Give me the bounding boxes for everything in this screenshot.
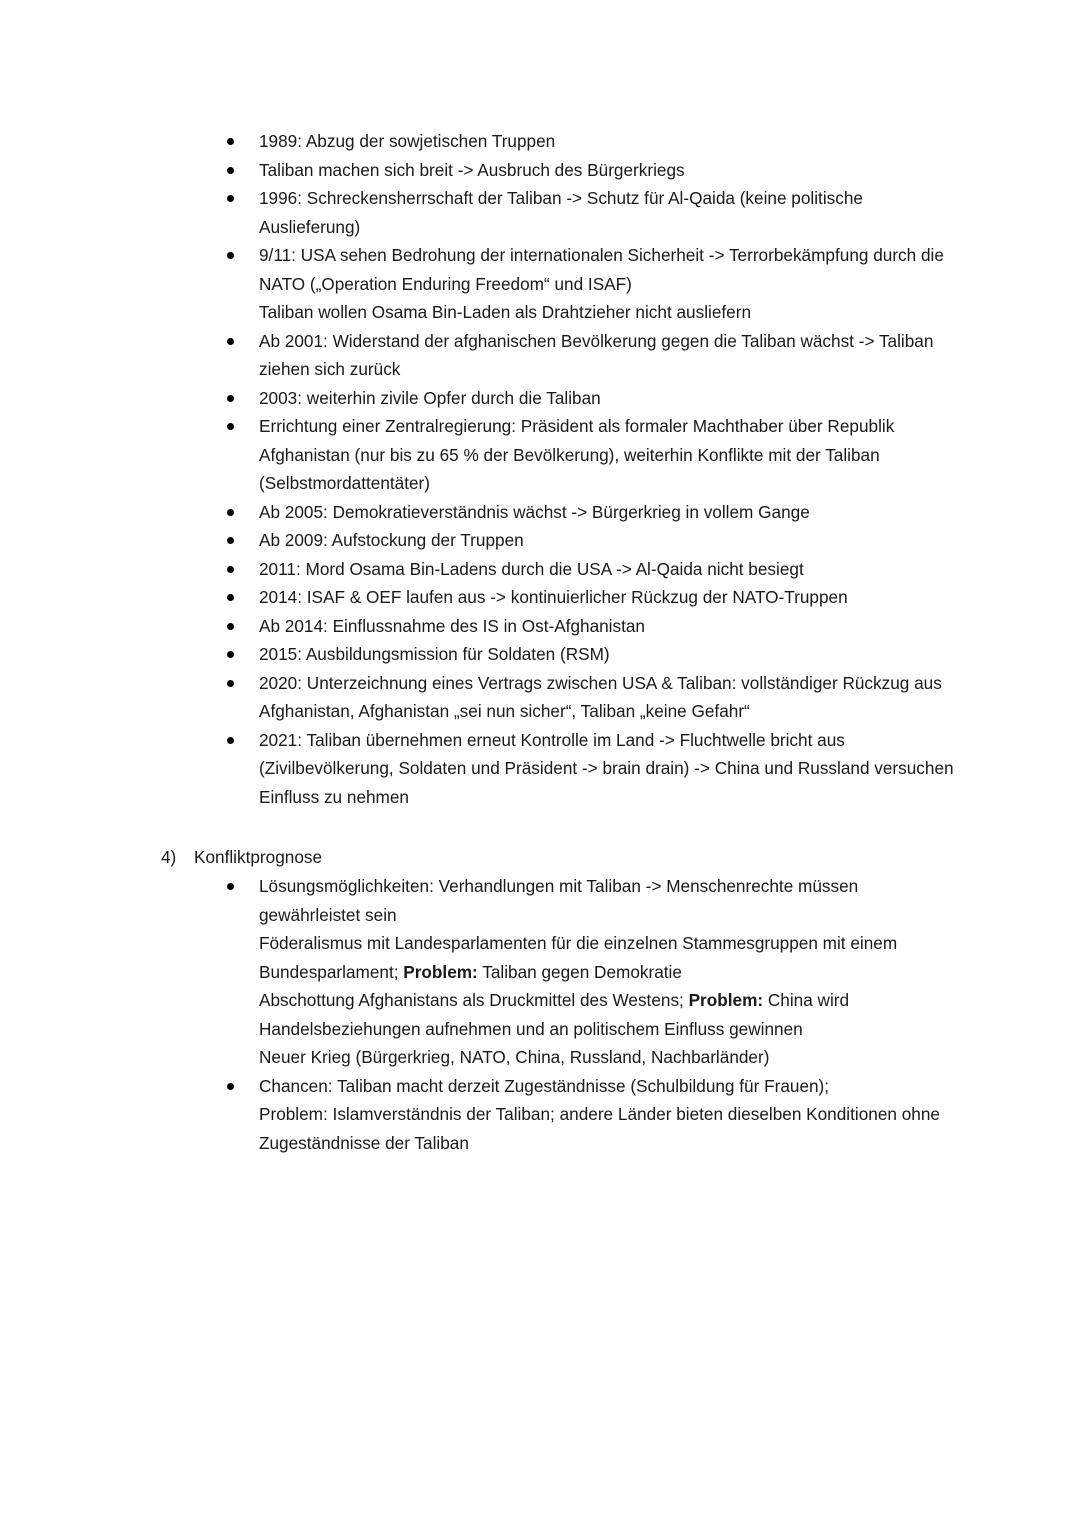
problem-label: Problem:	[688, 990, 764, 1010]
timeline-item	[0, 384, 1080, 413]
timeline-item	[0, 498, 1080, 527]
timeline-item	[0, 184, 1080, 241]
timeline-text: 9/11: USA sehen Bedrohung der internationalen Sicherheit -> Terrorbekämpfung durch die NATO („Operation Enduring Freedom“ und ISAF)	[259, 245, 944, 294]
timeline-item	[0, 412, 1080, 498]
timeline-text: Taliban machen sich breit -> Ausbruch des Bürgerkriegs	[259, 159, 685, 180]
timeline-item	[0, 555, 1080, 584]
section-title: Konfliktprognose	[194, 847, 323, 867]
timeline-item	[0, 640, 1080, 669]
prognose-text: China wird Handelsbeziehungen aufnehmen und an politischem Einfluss gewinnen	[259, 990, 850, 1039]
timeline-item	[0, 612, 1080, 641]
timeline-text: Ab 2014: Einflussnahme des IS in Ost-Afghanistan	[259, 615, 645, 636]
prognose-item	[0, 1072, 1080, 1158]
prognose-text-line	[259, 929, 960, 986]
timeline-item	[0, 327, 1080, 384]
section-number: 4)	[161, 847, 177, 867]
prognose-item	[0, 872, 1080, 1072]
prognose-text: Lösungsmöglichkeiten: Verhandlungen mit Taliban -> Menschenrechte müssen gewährleistet sein	[259, 876, 859, 925]
timeline-text: 2015: Ausbildungsmission für Soldaten (RSM)	[259, 644, 610, 664]
prognose-text: Neuer Krieg (Bürgerkrieg, NATO, China, Russland, Nachbarländer)	[259, 1047, 770, 1067]
prognose-text-line	[259, 986, 960, 1043]
timeline-item	[0, 127, 1080, 156]
timeline-text: 2011: Mord Osama Bin-Ladens durch die USA -> Al-Qaida nicht besiegt	[259, 558, 804, 579]
prognose-text: Abschottung Afghanistans als Druckmittel des Westens;	[259, 990, 689, 1010]
problem-label: Problem:	[403, 961, 478, 982]
timeline-item	[0, 526, 1080, 555]
prognose-text: Föderalismus mit Landesparlamenten für die einzelnen Stammesgruppen mit einem Bundesparlament;	[259, 933, 898, 982]
timeline-text: 1989: Abzug der sowjetischen Truppen	[259, 131, 556, 151]
timeline-text: 2014: ISAF & OEF laufen aus -> kontinuierlicher Rückzug der NATO-Truppen	[259, 587, 848, 607]
timeline-text: 2021: Taliban übernehmen erneut Kontrolle im Land -> Fluchtwelle bricht aus (Zivilbevölkerung, Soldaten und Präsident -> brain drain) -> China und Russland versuchen Einfluss zu nehmen	[259, 729, 954, 807]
timeline-item	[0, 583, 1080, 612]
section-heading	[161, 843, 961, 872]
timeline-text: Ab 2001: Widerstand der afghanischen Bevölkerung gegen die Taliban wächst -> Taliban ziehen sich zurück	[259, 330, 934, 379]
timeline-list	[0, 127, 1080, 811]
prognose-text: Problem: Islamverständnis der Taliban; andere Länder bieten dieselben Konditionen ohne Zugeständnisse der Taliban	[259, 1104, 940, 1153]
timeline-item	[0, 669, 1080, 726]
prognose-text: Chancen: Taliban macht derzeit Zugeständnisse (Schulbildung für Frauen);	[259, 1075, 830, 1096]
timeline-text: Ab 2009: Aufstockung der Truppen	[259, 530, 524, 550]
timeline-item	[0, 241, 1080, 327]
timeline-text: 1996: Schreckensherrschaft der Taliban -> Schutz für Al-Qaida (keine politische Auslieferung)	[259, 188, 863, 237]
timeline-text: Ab 2005: Demokratieverständnis wächst -> Bürgerkrieg in vollem Gange	[259, 501, 810, 522]
timeline-item	[0, 156, 1080, 185]
timeline-text: Errichtung einer Zentralregierung: Präsident als formaler Machthaber über Republik Afghanistan (nur bis zu 65 % der Bevölkerung), weiterhin Konflikte mit der Taliban (Selbstmordattentäter)	[259, 416, 895, 493]
timeline-text: 2003: weiterhin zivile Opfer durch die Taliban	[259, 387, 601, 408]
timeline-text: Taliban wollen Osama Bin-Laden als Drahtzieher nicht ausliefern	[259, 302, 752, 322]
timeline-text: 2020: Unterzeichnung eines Vertrags zwischen USA & Taliban: vollständiger Rückzug aus Afghanistan, Afghanistan „sei nun sicher“, Taliban „keine Gefahr“	[259, 672, 942, 721]
prognose-list	[0, 872, 1080, 1157]
prognose-text: Taliban gegen Demokratie	[477, 961, 682, 982]
timeline-item	[0, 726, 1080, 812]
